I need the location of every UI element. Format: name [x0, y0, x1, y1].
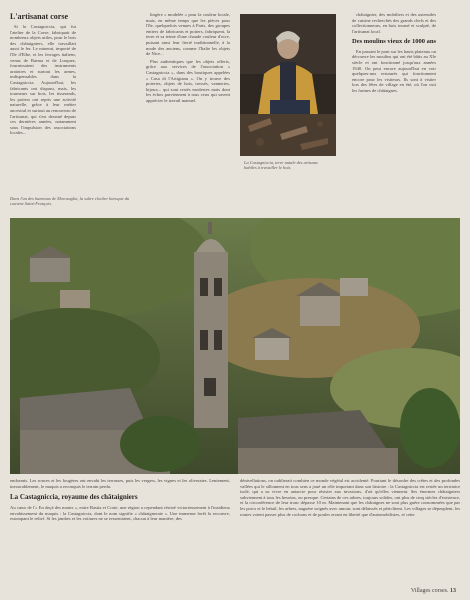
column-text-2: Plus authentiques que les objets offerts, grâce aux services de l'association « Castagniccia », dans des boutiques appelées « Casa di l'Artigianu ». On y trouve des poteries, objets de bois, tressés, vanneries, bijoux... qui sont restés modestes mais dont les échos parviennent à tous ceux qui savent apprécier le travail manuel. [146, 58, 230, 103]
section-subtitle: La Castagniccia, royaume des châtaigniers [10, 493, 138, 502]
craftsman-photo [240, 14, 336, 156]
page-footer [411, 588, 456, 594]
bottom-column-2 [240, 478, 460, 517]
column-heading: Des moulins vieux de 1000 ans [352, 38, 436, 46]
column-text: Si la Castagniccia, qui fut l'atelier de la Corse, fabriquait de nombreux objets utiles, pour le bois des châtaigniers, elle travaillait aussi le fer. Le minerai, importé de l'île d'Elbe, et les ferrages italiens, venus de Barma et de Lurquez, fournissaient des instruments aratoires et surtout les armes, indispensables dans la Castagniccia. Aujourd'hui, les fabricants ont disparu, mais, les tourneurs sur bois, les tisserands, les potiers ont repris une activité naturelle, grâce à leur métier ancestral et surtout au renouveau de l'artisanat, qui s'est dessiné depuis ces dernières années, notamment sous l'impulsion des associations locales... [10, 24, 76, 136]
village-photo [10, 218, 460, 474]
column-text: châtaignier, des mobiliers et des ustensiles de cuisine recherchés des grands chefs et des collectionneurs, en bois tourné et sculpté, de l'artisanat local. [352, 12, 436, 34]
footer-label: Villages corses. [410, 588, 449, 594]
large-photo-caption: Dans l'un des hameaux de Morosaglia, la sobre clocher baroque du couvent Saint-François. [10, 196, 130, 207]
article-column-1 [10, 12, 76, 202]
column-heading: L'artisanat corse [10, 12, 68, 21]
column-text-2: Au cœur de l'« En deçà des monts », entre Bastia et Corte, une région a cependant résisté victorieusement à l'insidieux envahissement du maquis : la Castagniccia, dont le nom signifie « châtaigneraie ». Une immense forêt la recouvre, estompant le relief. Si les jambes et les voitures ne se ressentaient, chacun à leur manière, des [10, 505, 230, 522]
column-text: dénivellations, on oublierait combien ce monde végétal est accidenté. Pourtant le désordre des crêtes et des profondes vallées qui le sillonnent en tous sens a joué un rôle important dans son histoire : la Castagniccia est restée un territoire isolé, qui a su vivre en autarcie pour résister aux invasions, d'où qu'elles viennent. Ses énormes châtaigniers subviennent à tous les besoins, ou presque. Certains de ces arbres, toujours solides, ont plus de cinq siècles d'existence, et la circonférence de leur tronc dépasse 10 m. Maintenant que les châtaignes ne sont plus guère consommées que par les porcs et le bétail, les arbres, naguère soignés avec amour, sont délaissés et périclitent. Les villages se dépeuplent, les routes voient passer plus de cochons et de poules errant en liberté que d'automobilistes, et cette [240, 478, 460, 517]
bottom-column-1 [10, 478, 230, 522]
small-photo-caption: La Castagniccia, terre natale des artisans habiles à travailler le bois. [244, 160, 318, 171]
column-text-2: En passant le pont sur les hauts plateaux on découvre les moulins qui ont été bâtis au XIe siècle et ont fonctionné jusqu'aux années 1940. On peut encore aujourd'hui en voir quelques-uns restaurés qui fonctionnent encore pour les visiteurs. Ils sont à visiter lors des fêtes de village en été, où l'on cuit les farines de châtaignes. [352, 48, 436, 94]
page-number: 13 [450, 588, 456, 594]
column-text: lingère « modelée » pour la couleur locale, mais, en même temps que les pièces pour l'île, quelquefois venues à Paris, des groupes entiers de fabricants et potiers, fabriquent, la terre et sa teinte d'une chaude couleur d'ocre, puisant ainsi leur fierté traditionnelle, à la mode des anciens, comme l'Italie les objets de Nice... [146, 12, 230, 57]
article-column-2 [146, 12, 230, 202]
article-column-4 [352, 12, 436, 208]
column-text: endormis. Les ronces et les fougères ont envahi les terrasses, puis les vergers, les vignes et les oliveraies. Lentement, inexorablement, le maquis a reconquis le terrain perdu. [10, 478, 230, 489]
